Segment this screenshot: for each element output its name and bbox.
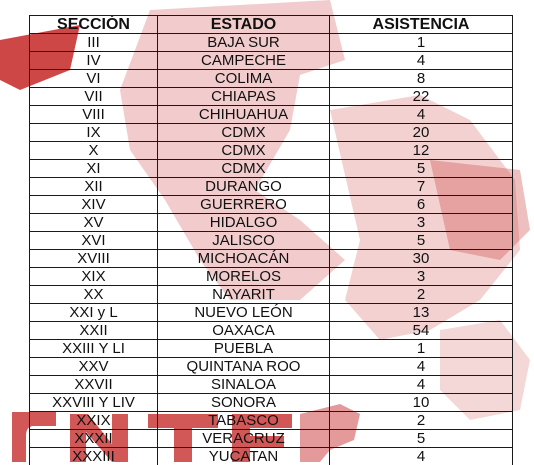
- cell-seccion: XXVIII Y LIV: [30, 394, 158, 412]
- table-row: [30, 448, 513, 465]
- cell-seccion: XIV: [30, 196, 158, 214]
- cell-seccion: XVIII: [30, 250, 158, 268]
- cell-asistencia: 4: [330, 448, 513, 465]
- cell-asistencia: 12: [330, 142, 513, 160]
- cell-asistencia: 4: [330, 376, 513, 394]
- cell-asistencia: 4: [330, 52, 513, 70]
- cell-seccion: XII: [30, 178, 158, 196]
- table-row: [30, 322, 513, 340]
- table-row: [30, 214, 513, 232]
- cell-seccion: IV: [30, 52, 158, 70]
- cell-estado: DURANGO: [158, 178, 330, 196]
- cell-asistencia: 10: [330, 394, 513, 412]
- cell-estado: PUEBLA: [158, 340, 330, 358]
- cell-estado: CDMX: [158, 160, 330, 178]
- cell-estado: YUCATAN: [158, 448, 330, 465]
- cell-seccion: XV: [30, 214, 158, 232]
- cell-seccion: III: [30, 34, 158, 52]
- cell-estado: BAJA SUR: [158, 34, 330, 52]
- cell-estado: QUINTANA ROO: [158, 358, 330, 376]
- cell-seccion: XXI y L: [30, 304, 158, 322]
- col-header-estado: ESTADO: [158, 16, 330, 34]
- cell-asistencia: 4: [330, 106, 513, 124]
- table-row: [30, 340, 513, 358]
- cell-estado: CAMPECHE: [158, 52, 330, 70]
- cell-estado: SONORA: [158, 394, 330, 412]
- cell-asistencia: 54: [330, 322, 513, 340]
- cell-asistencia: 5: [330, 430, 513, 448]
- cell-asistencia: 22: [330, 88, 513, 106]
- table-row: [30, 394, 513, 412]
- table-row: [30, 232, 513, 250]
- cell-asistencia: 20: [330, 124, 513, 142]
- cell-estado: CDMX: [158, 124, 330, 142]
- cell-estado: NAYARIT: [158, 286, 330, 304]
- cell-asistencia: 13: [330, 304, 513, 322]
- cell-asistencia: 1: [330, 34, 513, 52]
- table-row: [30, 430, 513, 448]
- cell-asistencia: 3: [330, 214, 513, 232]
- cell-estado: CHIHUAHUA: [158, 106, 330, 124]
- cell-asistencia: 8: [330, 70, 513, 88]
- cell-seccion: XXVII: [30, 376, 158, 394]
- cell-estado: COLIMA: [158, 70, 330, 88]
- cell-seccion: XXXIII: [30, 448, 158, 465]
- cell-seccion: XXXII: [30, 430, 158, 448]
- table-row: [30, 142, 513, 160]
- cell-seccion: IX: [30, 124, 158, 142]
- cell-estado: TABASCO: [158, 412, 330, 430]
- table-row: [30, 34, 513, 52]
- cell-seccion: XX: [30, 286, 158, 304]
- cell-asistencia: 1: [330, 340, 513, 358]
- col-header-asistencia: ASISTENCIA: [330, 16, 513, 34]
- cell-seccion: XI: [30, 160, 158, 178]
- table-row: [30, 106, 513, 124]
- table-row: [30, 52, 513, 70]
- table-row: [30, 250, 513, 268]
- table-row: [30, 124, 513, 142]
- cell-estado: GUERRERO: [158, 196, 330, 214]
- attendance-sheet: [29, 15, 512, 465]
- cell-seccion: XXIII Y LI: [30, 340, 158, 358]
- cell-seccion: XXII: [30, 322, 158, 340]
- cell-seccion: VIII: [30, 106, 158, 124]
- table-row: [30, 286, 513, 304]
- cell-estado: SINALOA: [158, 376, 330, 394]
- table-row: [30, 88, 513, 106]
- cell-seccion: X: [30, 142, 158, 160]
- table-row: [30, 268, 513, 286]
- cell-asistencia: 4: [330, 358, 513, 376]
- attendance-table: [29, 15, 513, 465]
- cell-estado: JALISCO: [158, 232, 330, 250]
- table-row: [30, 70, 513, 88]
- cell-estado: CDMX: [158, 142, 330, 160]
- table-row: [30, 178, 513, 196]
- table-row: [30, 358, 513, 376]
- cell-asistencia: 7: [330, 178, 513, 196]
- cell-seccion: XIX: [30, 268, 158, 286]
- cell-asistencia: 30: [330, 250, 513, 268]
- table-row: [30, 304, 513, 322]
- cell-estado: OAXACA: [158, 322, 330, 340]
- cell-estado: VERACRUZ: [158, 430, 330, 448]
- cell-asistencia: 2: [330, 412, 513, 430]
- table-row: [30, 412, 513, 430]
- table-row: [30, 376, 513, 394]
- cell-asistencia: 5: [330, 232, 513, 250]
- cell-asistencia: 6: [330, 196, 513, 214]
- cell-estado: NUEVO LEÓN: [158, 304, 330, 322]
- cell-seccion: VII: [30, 88, 158, 106]
- cell-estado: CHIAPAS: [158, 88, 330, 106]
- cell-seccion: XVI: [30, 232, 158, 250]
- col-header-seccion: SECCIÓN: [30, 16, 158, 34]
- table-row: [30, 160, 513, 178]
- cell-seccion: XXV: [30, 358, 158, 376]
- header-row: [30, 16, 513, 34]
- table-row: [30, 196, 513, 214]
- cell-estado: HIDALGO: [158, 214, 330, 232]
- cell-estado: MICHOACÁN: [158, 250, 330, 268]
- cell-asistencia: 3: [330, 268, 513, 286]
- cell-seccion: XXIX: [30, 412, 158, 430]
- cell-asistencia: 5: [330, 160, 513, 178]
- cell-estado: MORELOS: [158, 268, 330, 286]
- cell-asistencia: 2: [330, 286, 513, 304]
- cell-seccion: VI: [30, 70, 158, 88]
